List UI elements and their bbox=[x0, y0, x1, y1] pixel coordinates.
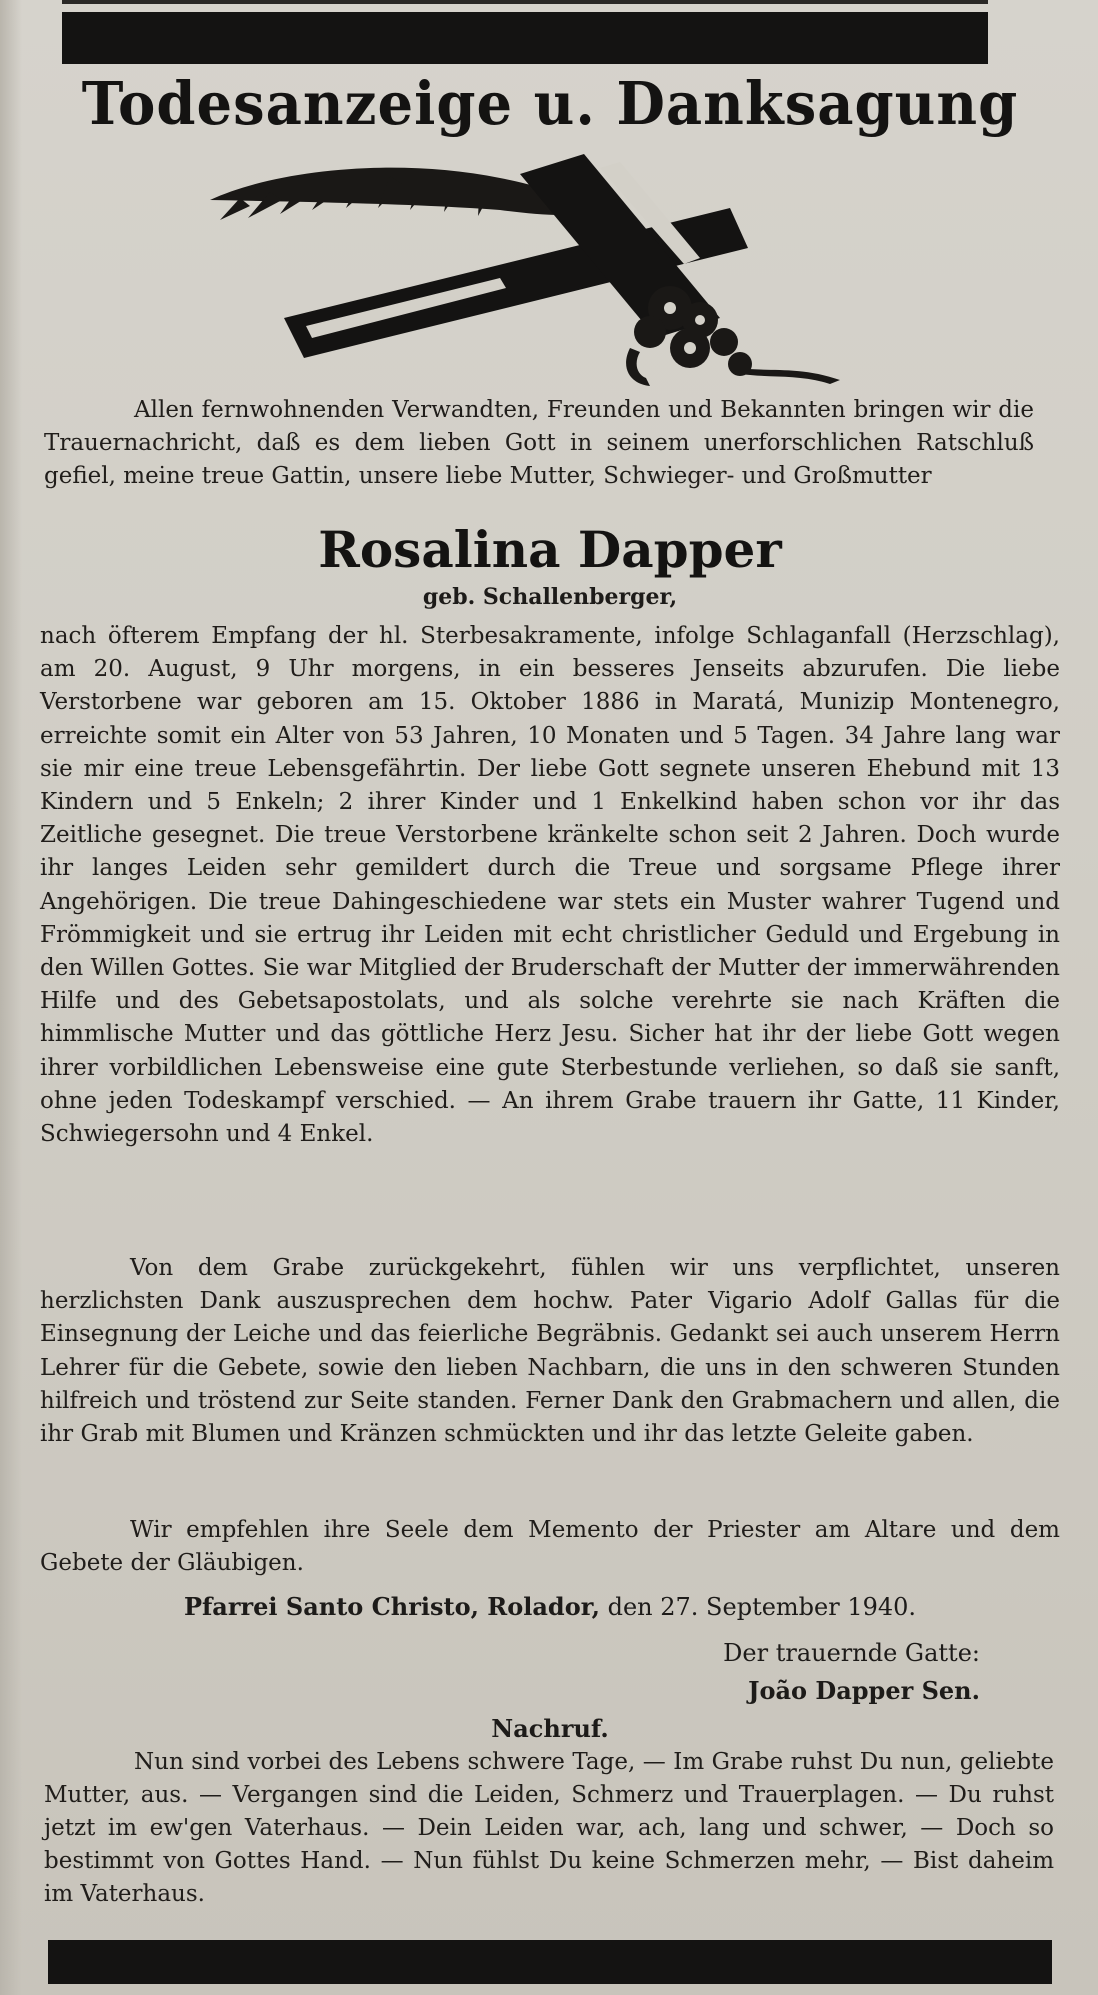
deceased-name: Rosalina Dapper bbox=[318, 520, 782, 579]
parish-name: Pfarrei Santo Christo, Rolador, bbox=[183, 1592, 600, 1621]
thanks-paragraph: Von dem Grabe zurückgekehrt, fühlen wir uns verpflichtet, unseren herzlichsten Dank auszusprechen dem hochw. Pater Vigario Adolf Gallas für die Einsegnung der Leiche und das feierliche Begräbnis. Gedankt sei auch unserem Herrn Lehrer für die Gebete, sowie den lieben Nachbarn, die uns in den schweren Stunden hilfreich und tröstend zur Seite standen. Ferner Dank den Grabmachern und allen, die ihr Grab mit Blumen und Kränzen schmückten und ihr das letzte Geleite gaben. bbox=[40, 1255, 1060, 1448]
bottom-black-rule bbox=[48, 1940, 1052, 1984]
nachruf-title: Nachruf. bbox=[491, 1714, 609, 1743]
obituary-paragraph: nach öfterem Empfang der hl. Sterbesakramente, infolge Schlaganfall (Herzschlag), am 20. August, 9 Uhr morgens, in ein besseres Jenseits abzurufen. Die liebe Verstorbene war geboren am 15. Oktober 1886 in Maratá, Munizip Montenegro, erreichte somit ein Alter von 53 Jahren, 10 Monaten und 5 Tagen. 34 Jahre lang war sie mir eine treue Lebensgefährtin. Der liebe Gott segnete unseren Ehebund mit 13 Kindern und 5 Enkeln; 2 ihrer Kinder und 1 Enkelkind haben schon vor ihr das Zeitliche gesegnet. Die treue Verstorbene kränkelte schon seit 2 Jahren. Doch wurde ihr langes Leiden sehr gemildert durch die Treue und sorgsame Pflege ihrer Angehörigen. Die treue Dahingeschiedene war stets ein Muster wahrer Tugend und Frömmigkeit und sie ertrug ihr Leiden mit echt christlicher Geduld und Ergebung in den Willen Gottes. Sie war Mitglied der Bruderschaft der Mutter der immerwährenden Hilfe und des Gebetsapostolats, und als solche verehrte sie nach Kräften die himmlische Mutter und das göttliche Herz Jesu. Sicher hat ihr der liebe Gott wegen ihrer vorbildlichen Lebensweise eine gute Sterbestunde verliehen, so daß sie sanft, ohne jeden Todeskampf verschied. — An ihrem Grabe trauern ihr Gatte, 11 Kinder, Schwiegersohn und 4 Enkel. bbox=[40, 623, 1060, 1148]
prayer-paragraph: Wir empfehlen ihre Seele dem Memento der Priester am Altare und dem Gebete der Gläubigen. bbox=[40, 1517, 1060, 1577]
signature-label: Der trauernde Gatte: bbox=[723, 1639, 980, 1667]
cross-with-palm-and-flowers-icon bbox=[200, 148, 880, 388]
notice-date: den 27. September 1940. bbox=[607, 1593, 917, 1621]
intro-paragraph: Allen fernwohnenden Verwandten, Freunden und Bekannten bringen wir die Trauernachricht, daß es dem lieben Gott in seinem unerforschlichen Ratschluß gefiel, meine treue Gattin, unsere liebe Mutter, Schwieger- und Großmutter bbox=[44, 397, 1034, 489]
place-and-date bbox=[100, 1590, 1000, 1624]
maiden-name: geb. Schallenberger, bbox=[422, 584, 678, 610]
nachruf-poem: Nun sind vorbei des Lebens schwere Tage, — Im Grabe ruhst Du nun, geliebte Mutter, aus. — Vergangen sind die Leiden, Schmerz und Trauerplagen. — Du ruhst jetzt im ew'gen Vaterhaus. — Dein Leiden war, ach, lang und schwer, — Doch so bestimmt von Gottes Hand. — Nun fühlst Du keine Schmerzen mehr, — Bist daheim im Vaterhaus. bbox=[44, 1749, 1054, 1907]
signature-name: João Dapper Sen. bbox=[748, 1676, 980, 1705]
page-edge-shadow bbox=[0, 0, 22, 1995]
notice-heading: Todesanzeige u. Danksagung bbox=[81, 69, 1019, 139]
top-thin-rule bbox=[62, 0, 988, 4]
top-black-rule bbox=[62, 12, 988, 64]
